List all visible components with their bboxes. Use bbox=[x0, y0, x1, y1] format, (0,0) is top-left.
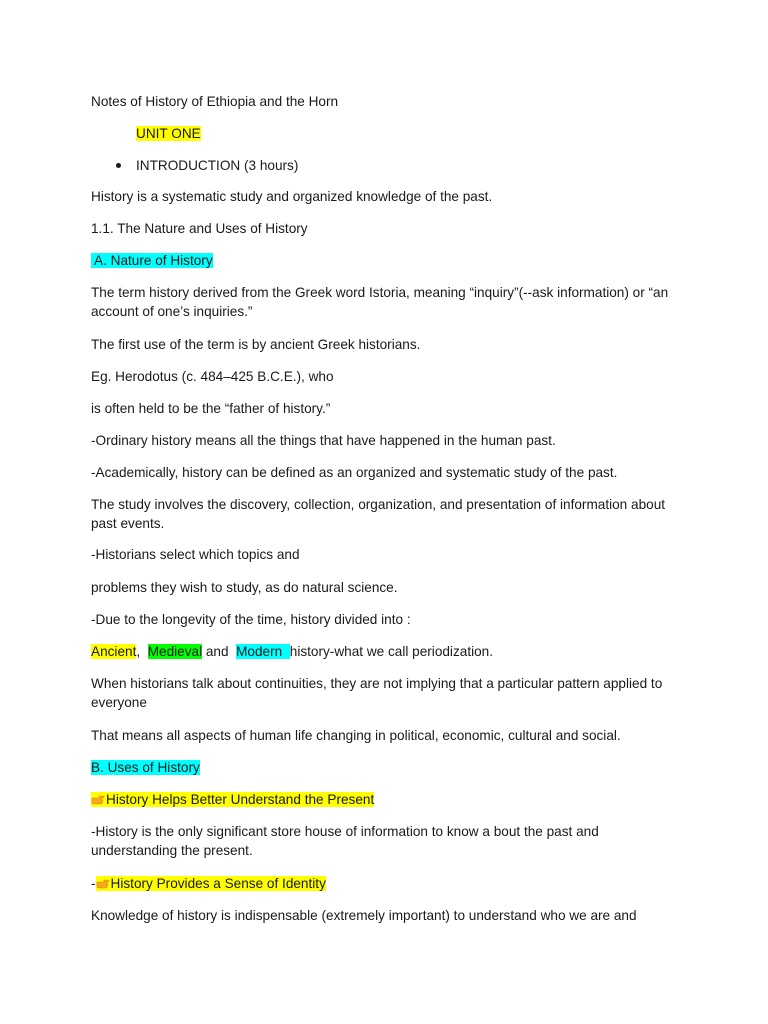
paragraph-first-use: The first use of the term is by ancient Greek historians. bbox=[91, 337, 421, 352]
bullet-icon bbox=[116, 163, 121, 168]
paragraph-aspects: That means all aspects of human life changing in political, economic, cultural and social. bbox=[91, 728, 621, 743]
section-heading-1-1: 1.1. The Nature and Uses of History bbox=[91, 221, 308, 236]
paragraph-study-line-2: past events. bbox=[91, 516, 165, 531]
paragraph-storehouse-line-2: understanding the present. bbox=[91, 843, 253, 858]
paragraph-academic-history: -Academically, history can be defined as an organized and systematic study of the past. bbox=[91, 465, 618, 480]
paragraph-historians-select: -Historians select which topics and bbox=[91, 547, 300, 562]
use-sense-of-identity-highlight bbox=[96, 876, 326, 891]
unit-heading-text: UNIT ONE bbox=[136, 126, 201, 141]
period-comma: , bbox=[136, 644, 148, 659]
use-sense-of-identity bbox=[91, 874, 691, 894]
use-sense-of-identity-text: History Provides a Sense of Identity bbox=[110, 876, 326, 891]
paragraph-periodization bbox=[91, 642, 691, 662]
paragraph-continuities-line-1: When historians talk about continuities, they are not implying that a particular pattern applied to bbox=[91, 676, 663, 691]
document-title: Notes of History of Ethiopia and the Horn bbox=[91, 94, 339, 109]
paragraph-storehouse-line-1: -History is the only significant store house of information to know a bout the past and bbox=[91, 824, 599, 839]
paragraph-study-line-1: The study involves the discovery, collection, organization, and presentation of information about bbox=[91, 497, 666, 512]
period-ancient: Ancient bbox=[91, 644, 137, 659]
heading-nature-of-history-text: A. Nature of History bbox=[91, 253, 213, 268]
use-understand-present-highlight bbox=[91, 792, 374, 807]
heading-uses-of-history bbox=[91, 758, 691, 778]
period-medieval: Medieval bbox=[147, 644, 203, 659]
period-modern: Modern bbox=[236, 644, 290, 659]
paragraph-term-line-2: account of one’s inquiries.” bbox=[91, 304, 253, 319]
paragraph-father-of-history: is often held to be the “father of history.” bbox=[91, 401, 331, 416]
period-rest: history-what we call periodization. bbox=[289, 644, 494, 659]
paragraph-ordinary-history: -Ordinary history means all the things that have happened in the human past. bbox=[91, 433, 556, 448]
use-understand-present bbox=[91, 790, 691, 810]
paragraph-term-line-1: The term history derived from the Greek word Istoria, meaning “inquiry”(--ask information) or “an bbox=[91, 285, 669, 300]
pointing-hand-icon bbox=[91, 793, 105, 806]
use-sense-of-identity-dash: - bbox=[91, 876, 96, 891]
heading-nature-of-history bbox=[91, 251, 691, 271]
paragraph-definition: History is a systematic study and organized knowledge of the past. bbox=[91, 189, 493, 204]
paragraph-problems: problems they wish to study, as do natural science. bbox=[91, 580, 398, 595]
heading-uses-of-history-text: B. Uses of History bbox=[91, 760, 200, 775]
use-understand-present-text: History Helps Better Understand the Present bbox=[106, 792, 375, 807]
bullet-introduction: INTRODUCTION (3 hours) bbox=[136, 158, 299, 173]
period-and: and bbox=[202, 644, 237, 659]
paragraph-herodotus: Eg. Herodotus (c. 484–425 B.C.E.), who bbox=[91, 369, 334, 384]
paragraph-knowledge: Knowledge of history is indispensable (extremely important) to understand who we are and bbox=[91, 908, 637, 923]
paragraph-longevity: -Due to the longevity of the time, history divided into : bbox=[91, 612, 411, 627]
paragraph-continuities-line-2: everyone bbox=[91, 695, 147, 710]
pointing-hand-icon bbox=[96, 877, 110, 890]
unit-heading bbox=[136, 124, 736, 144]
